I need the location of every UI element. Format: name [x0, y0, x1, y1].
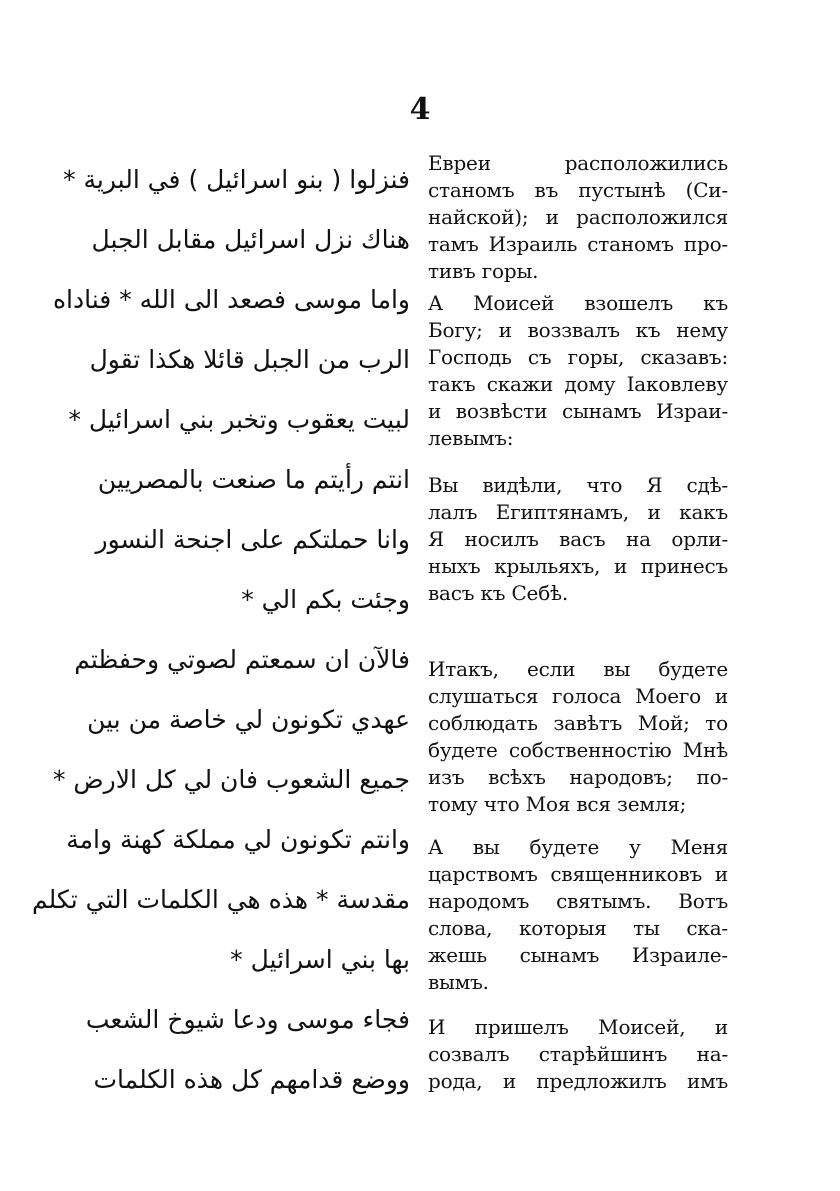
russian-line: Евреи расположились — [428, 151, 728, 175]
arabic-line: جميع الشعوب فان لي كل الارض * — [52, 765, 410, 794]
russian-line: созвалъ старѣйшинъ на- — [428, 1042, 728, 1066]
russian-line: ныхъ крыльяхъ, и принесъ — [428, 554, 728, 578]
russian-paragraph-6 — [428, 1014, 728, 1095]
arabic-line: انتم رأيتم ما صنعت بالمصريين — [97, 465, 410, 494]
arabic-line: وانا حملتكم على اجنحة النسور — [95, 525, 410, 554]
arabic-line: واما موسى فصعد الى الله * فناداه — [52, 285, 410, 314]
russian-paragraph-3 — [428, 472, 728, 607]
arabic-line: فنزلوا ( بنو اسرائيل ) في البرية * — [63, 165, 410, 194]
russian-line: Богу; и воззвалъ къ нему — [428, 318, 728, 342]
russian-line: Итакъ, если вы будете — [428, 657, 728, 681]
arabic-line: وانتم تكونون لي مملكة كهنة وامة — [66, 825, 410, 854]
russian-line: жешь сынамъ Израиле- — [428, 943, 728, 967]
arabic-line: عهدي تكونون لي خاصة من بين — [87, 705, 410, 734]
russian-line: слушаться голоса Моего и — [428, 684, 728, 708]
page-number: 4 — [409, 92, 431, 127]
russian-line: такъ скажи дому Іаковлеву — [428, 372, 728, 396]
arabic-line: ووضع قدامهم كل هذه الكلمات — [93, 1065, 410, 1094]
arabic-line: وجئت بكم الي * — [241, 585, 410, 614]
russian-line: и возвѣсти сынамъ Израи- — [428, 399, 728, 423]
arabic-line: فجاء موسى ودعا شيوخ الشعب — [85, 1005, 410, 1034]
russian-paragraph-4 — [428, 656, 728, 818]
russian-line: вымъ. — [428, 970, 489, 994]
russian-paragraph-5 — [428, 834, 728, 996]
russian-line: слова, которыя ты ска- — [428, 916, 728, 940]
arabic-text-column — [32, 150, 410, 1110]
russian-line: Господь съ горы, сказавъ: — [428, 345, 728, 369]
arabic-line: مقدسة * هذه هي الكلمات التي تكلم — [32, 885, 410, 914]
russian-line: народомъ святымъ. Вотъ — [428, 889, 728, 913]
arabic-line: هناك نزل اسرائيل مقابل الجبل — [91, 225, 410, 254]
russian-line: станомъ въ пустынѣ (Си- — [428, 178, 728, 202]
arabic-line: بها بني اسرائيل * — [230, 945, 410, 974]
russian-line: И пришелъ Моисей, и — [428, 1015, 728, 1039]
russian-line: рода, и предложилъ имъ — [428, 1069, 728, 1093]
russian-line: изъ всѣхъ народовъ; по- — [428, 765, 728, 789]
russian-line: А Моисей взошелъ къ — [428, 291, 728, 315]
russian-line: А вы будете у Меня — [428, 835, 728, 859]
russian-line: левымъ: — [428, 426, 514, 450]
russian-line: васъ къ Себѣ. — [428, 581, 569, 605]
russian-line: будете собственностію Мнѣ — [428, 738, 728, 762]
russian-line: лалъ Египтянамъ, и какъ — [428, 500, 728, 524]
russian-line: Вы видѣли, что Я сдѣ- — [428, 473, 728, 497]
russian-paragraph-1 — [428, 150, 728, 285]
russian-line: Я носилъ васъ на орли- — [428, 527, 728, 551]
russian-line: царствомъ священниковъ и — [428, 862, 728, 886]
russian-line: тому что Моя вся земля; — [428, 792, 687, 816]
russian-line: найской); и расположился — [428, 205, 728, 229]
russian-paragraph-2 — [428, 290, 728, 452]
arabic-line: لبيت يعقوب وتخبر بني اسرائيل * — [68, 405, 410, 434]
arabic-line: فالآن ان سمعتم لصوتي وحفظتم — [74, 645, 410, 674]
arabic-line: الرب من الجبل قائلا هكذا تقول — [89, 345, 410, 374]
russian-line: тивъ горы. — [428, 259, 539, 283]
russian-line: тамъ Израиль станомъ про- — [428, 232, 728, 256]
russian-line: соблюдать завѣтъ Мой; то — [428, 711, 728, 735]
